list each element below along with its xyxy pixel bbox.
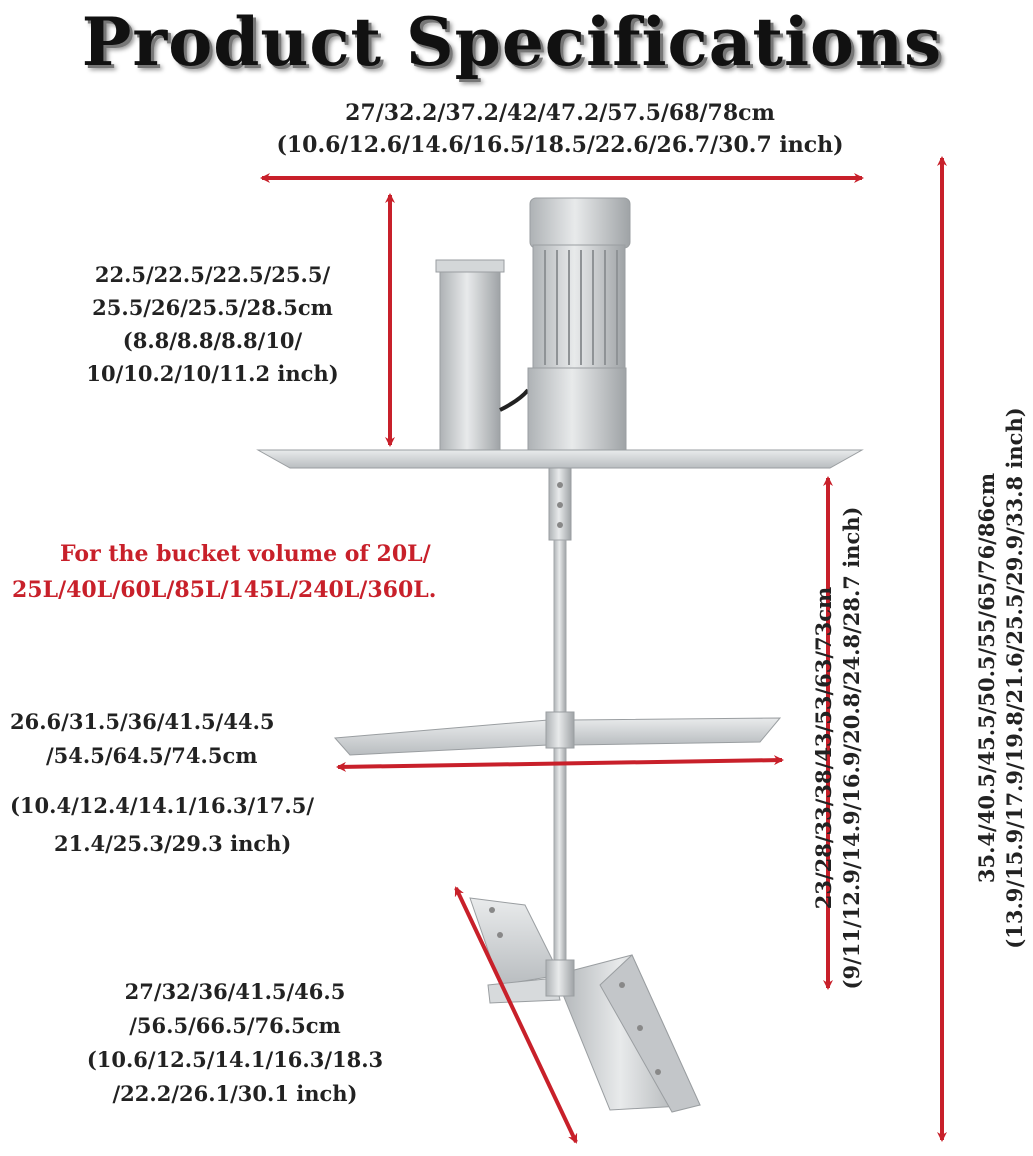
bottom-blade-label: 27/32/36/41.5/46.5 /56.5/66.5/76.5cm (10.6/12.5/14.1/16.3/18.3 /22.2/26.1/30.1 inch)	[86, 979, 384, 1106]
bucket-volume-note: For the bucket volume of 20L/ 25L/40L/60L/85L/145L/240L/360L.	[12, 541, 437, 603]
control-box	[436, 260, 528, 450]
paddle-width-label: 26.6/31.5/36/41.5/44.5 /54.5/64.5/74.5cm (10.4/12.4/14.1/16.3/17.5/ 21.4/25.3/29.3 inch)	[10, 709, 315, 856]
motor-height-label: 22.5/22.5/22.5/25.5/ 25.5/26/25.5/28.5cm (8.8/8.8/8.8/10/ 10/10.2/10/11.2 inch)	[86, 262, 339, 386]
bottom-blades	[470, 898, 700, 1112]
shaft-length-label: 23/28/33/38/43/53/63/73cm (9/11/12.9/14.9/16.9/20.8/24.8/28.7 inch)	[811, 506, 864, 990]
top-width-label: 27/32.2/37.2/42/47.2/57.5/68/78cm (10.6/12.6/14.6/16.5/18.5/22.6/26.7/30.7 inch)	[276, 100, 844, 158]
mounting-plate	[258, 450, 862, 468]
motor	[528, 198, 630, 450]
page-title: Product Specifications	[81, 3, 943, 81]
total-height-label: 35.4/40.5/45.5/50.5/55/65/76/86cm (13.9/15.9/17.9/19.8/21.6/25.5/29.9/33.8 inch)	[974, 407, 1027, 949]
